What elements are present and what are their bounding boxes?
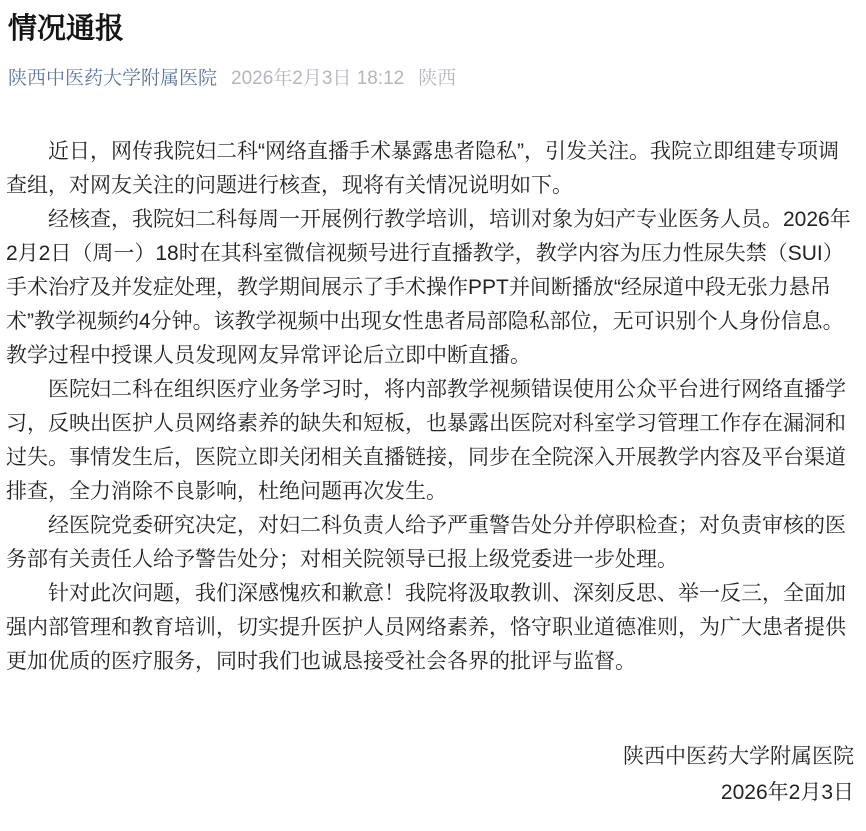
paragraph: 针对此次问题，我们深感愧疚和歉意！我院将汲取教训、深刻反思、举一反三，全面加强内部管理和教育培训，切实提升医护人员网络素养，恪守职业道德准则，为广大患者提供更加优质的医疗服务，同时我们也诚恳接受社会各界的批评与监督。: [6, 582, 846, 673]
paragraph: 经核查，我院妇二科每周一开展例行教学培训，培训对象为妇产专业医务人员。2026年2月2日（周一）18时在其科室微信视频号进行直播教学，教学内容为压力性尿失禁（SUI）手术治疗及并发症处理，教学期间展示了手术操作PPT并间断播放“经尿道中段无张力悬吊术”教学视频约4分钟。该教学视频中出现女性患者局部隐私部位，无可识别个人身份信息。教学过程中授课人员发现网友异常评论后立即中断直播。: [6, 208, 851, 367]
article-body: [6, 135, 856, 679]
paragraph: 医院妇二科在组织医疗业务学习时，将内部教学视频错误使用公众平台进行网络直播学习，反映出医护人员网络素养的缺失和短板，也暴露出医院对科室学习管理工作存在漏洞和过失。事情发生后，医院立即关闭相关直播链接，同步在全院深入开展教学内容及平台渠道排查，全力消除不良影响，杜绝问题再次发生。: [6, 378, 846, 503]
signature-date: 2026年2月3日: [720, 781, 854, 804]
paragraph: 近日，网传我院妇二科“网络直播手术暴露患者隐私”，引发关注。我院立即组建专项调查组，对网友关注的问题进行核查，现将有关情况说明如下。: [6, 140, 839, 197]
page-title: 情况通报: [8, 13, 125, 45]
source-account-link[interactable]: 陕西中医药大学附属医院: [8, 68, 218, 89]
publish-datetime: 2026年2月3日 18:12: [231, 68, 405, 89]
publish-location: 陕西: [418, 68, 457, 89]
signature-org: 陕西中医药大学附属医院: [623, 745, 854, 768]
paragraph: 经医院党委研究决定，对妇二科负责人给予严重警告处分并停职检查；对负责审核的医务部有关责任人给予警告处分；对相关院领导已报上级党委进一步处理。: [6, 514, 846, 571]
signature-block: [6, 739, 856, 811]
article-meta: [6, 68, 856, 90]
